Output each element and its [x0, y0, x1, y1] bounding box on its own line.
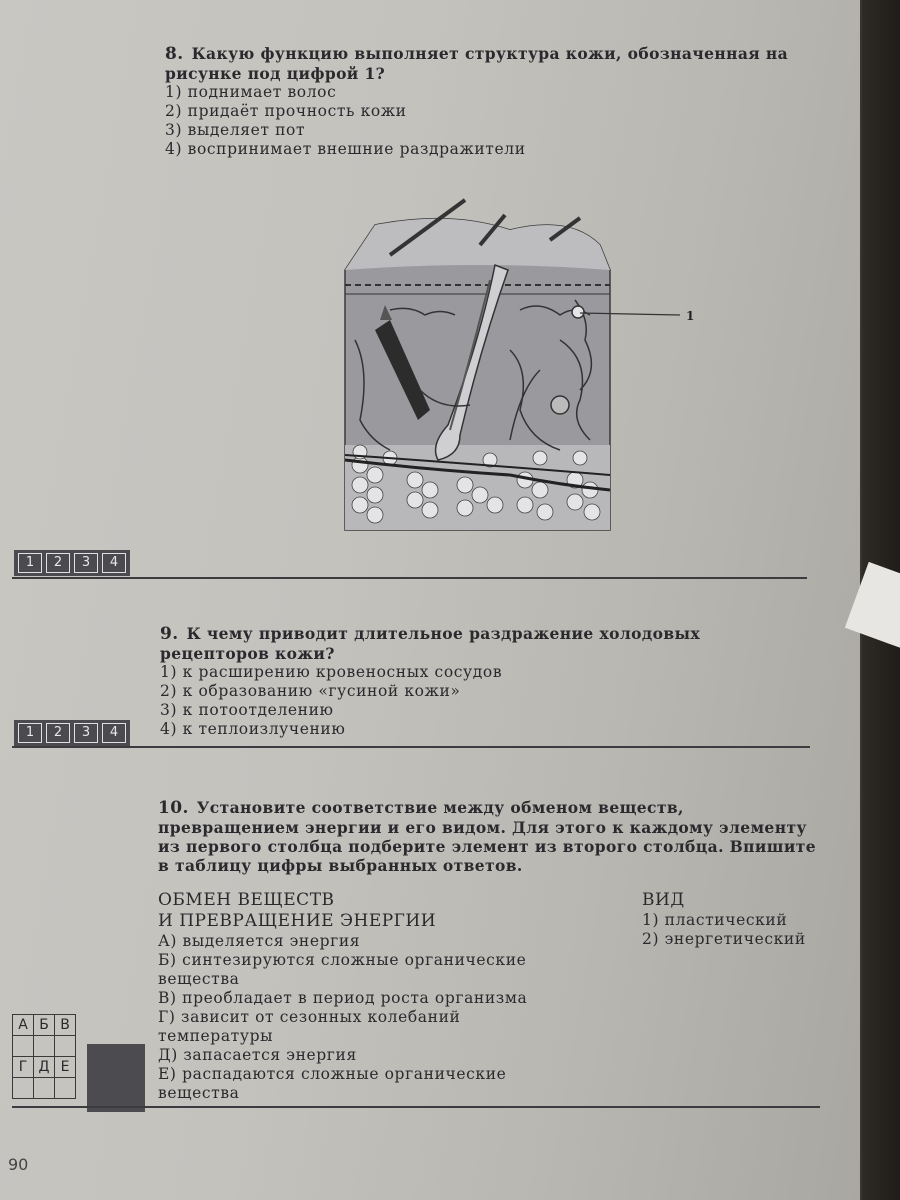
grid-header-e: Е [55, 1057, 76, 1078]
q9-answer-choice-2[interactable]: 2 [46, 723, 70, 743]
grid-header-b: Б [34, 1015, 55, 1036]
q8-option-1[interactable]: 1) поднимает волос [165, 83, 337, 101]
q9-answer-choice-1[interactable]: 1 [18, 723, 42, 743]
grid-answer-a[interactable] [13, 1036, 34, 1057]
q9-answer-choice-4[interactable]: 4 [102, 723, 126, 743]
q8-option-2[interactable]: 2) придаёт прочность кожи [165, 102, 407, 120]
question-9-number: 9. [160, 624, 179, 644]
grid-header-d: Д [34, 1057, 55, 1078]
q10-left-title-line1: ОБМЕН ВЕЩЕСТВ [158, 890, 335, 910]
grid-header-a: А [13, 1015, 34, 1036]
question-8-text: Какую функцию выполняет структура кожи, обозначенная на рисунке под цифрой 1? [165, 44, 789, 83]
q9-option-1[interactable]: 1) к расширению кровеносных сосудов [160, 663, 503, 681]
q10-item-e: Е) распадаются сложные органические вещества [158, 1065, 507, 1102]
q8-answer-choice-2[interactable]: 2 [46, 553, 70, 573]
question-10 [158, 798, 818, 875]
q9-answer-choice-3[interactable]: 3 [74, 723, 98, 743]
q10-item-b: Б) синтезируются сложные органические вещества [158, 951, 527, 988]
q10-right-title: ВИД [642, 890, 685, 910]
q10-right-column [642, 890, 822, 949]
q10-item-g: Г) зависит от сезонных колебаний температуры [158, 1008, 461, 1045]
q9-option-2[interactable]: 2) к образованию «гусиной кожи» [160, 682, 461, 700]
grid-answer-v[interactable] [55, 1036, 76, 1057]
grid-header-g: Г [13, 1057, 34, 1078]
q8-option-3[interactable]: 3) выделяет пот [165, 121, 306, 139]
grid-answer-b[interactable] [34, 1036, 55, 1057]
question-9-text: К чему приводит длительное раздражение холодовых рецепторов кожи? [160, 624, 701, 663]
grid-shade [87, 1044, 145, 1112]
q10-answer-grid [12, 1014, 76, 1099]
grid-answer-e[interactable] [55, 1078, 76, 1099]
divider-1 [12, 577, 807, 579]
q10-left-column [158, 890, 558, 1103]
q10-item-d: Д) запасается энергия [158, 1046, 357, 1064]
q9-answer-box[interactable] [14, 720, 130, 746]
divider-2 [12, 746, 810, 748]
q10-item-a: А) выделяется энергия [158, 932, 361, 950]
q10-type-1: 1) пластический [642, 911, 788, 929]
figure-label-1: 1 [686, 309, 695, 323]
question-8 [165, 44, 805, 159]
q9-option-4[interactable]: 4) к теплоизлучению [160, 720, 346, 738]
divider-3 [12, 1106, 820, 1108]
grid-header-v: В [55, 1015, 76, 1036]
skin-block [345, 219, 610, 530]
q10-type-2: 2) энергетический [642, 930, 806, 948]
q8-option-4[interactable]: 4) воспринимает внешние раздражители [165, 140, 526, 158]
q10-item-v: В) преобладает в период роста организма [158, 989, 528, 1007]
question-8-number: 8. [165, 44, 184, 64]
q8-answer-box[interactable] [14, 550, 130, 576]
grid-answer-d[interactable] [34, 1078, 55, 1099]
skin-structure-figure [330, 190, 700, 535]
q9-option-3[interactable]: 3) к потоотделению [160, 701, 334, 719]
question-9 [160, 624, 810, 739]
question-10-text: Установите соответствие между обменом веществ, превращением энергии и его видом. Для этого к каждому элементу из первого столбца подберите элемент из второго столбца. Впишите в таблицу цифры выбранных ответов. [158, 798, 817, 875]
q10-left-title-line2: И ПРЕВРАЩЕНИЕ ЭНЕРГИИ [158, 911, 437, 931]
q8-answer-choice-3[interactable]: 3 [74, 553, 98, 573]
page-number: 90 [8, 1155, 29, 1174]
grid-answer-g[interactable] [13, 1078, 34, 1099]
q8-answer-choice-1[interactable]: 1 [18, 553, 42, 573]
q8-answer-choice-4[interactable]: 4 [102, 553, 126, 573]
question-10-number: 10. [158, 798, 189, 818]
